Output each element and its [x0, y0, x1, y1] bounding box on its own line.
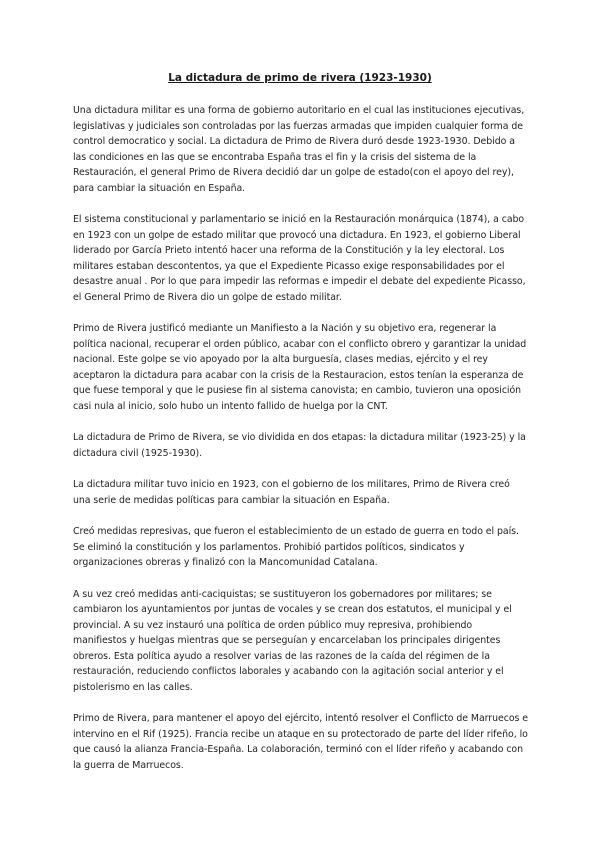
document-body: [73, 103, 528, 789]
document-title: La dictadura de primo de rivera (1923-1930): [168, 72, 432, 84]
paragraph-origins: El sistema constitucional y parlamentario se inició en la Restauración monárquica (1874), a cabo en 1923 con un golpe de estado militar que provocó una dictadura. En 1923, el gobierno Liberal liderado por García Prieto intentó hacer una reforma de la Constitución y la ley electoral. Los militares estaban descontentos, ya que el Expediente Picasso exige responsabilidades por el desastre anual . Por lo que para impedir las reformas e impedir el debate del expediente Picasso, el General Primo de Rivera dio un golpe de estado militar.: [73, 214, 526, 303]
paragraph-stages: La dictadura de Primo de Rivera, se vio dividida en dos etapas: la dictadura militar (1923-25) y la dictadura civil (1925-1930).: [73, 432, 526, 459]
paragraph-definition: Una dictadura militar es una forma de gobierno autoritario en el cual las instituciones ejecutivas, legislativas y judiciales son controladas por las fuerzas armadas que impiden cualquier forma de control democratico y social. La dictadura de Primo de Rivera duró desde 1923-1930. Debido a las condiciones en las que se encontraba España tras el fin y la crisis del sistema de la Restauración, el general Primo de Rivera decidió dar un golpe de estado(con el apoyo del rey), para cambiar la situación en España.: [73, 105, 525, 194]
paragraph-repressive-measures: Creó medidas represivas, que fueron el establecimiento de un estado de guerra en todo el país. Se eliminó la constitución y los parlamentos. Prohibió partidos políticos, sindicatos y organizaciones obreras y finalizó con la Mancomunidad Catalana.: [73, 526, 519, 568]
paragraph-justification: Primo de Rivera justificó mediante un Manifiesto a la Nación y su objetivo era, regenerar la política nacional, recuperar el orden público, acabar con el conflicto obrero y garantizar la unidad nacional. Este golpe se vio apoyado por la alta burguesía, clases medias, ejército y el rey aceptaron la dictadura para acabar con la crisis de la Restauracion, estos tenían la esperanza de que fuese temporal y que le pusiese fin al sistema canovista; en cambio, tuvieron una oposición casi nula al inicio, solo hubo un intento fallido de huelga por la CNT.: [73, 323, 527, 412]
paragraph-military-dictatorship: La dictadura militar tuvo inicio en 1923, con el gobierno de los militares, Primo de Rivera creó una serie de medidas políticas para cambiar la situación en España.: [73, 479, 510, 506]
paragraph-morocco: Primo de Rivera, para mantener el apoyo del ejército, intentó resolver el Conflicto de Marruecos e intervino en el Rif (1925). Francia recibe un ataque en su protectorado de parte del líder rifeño, lo que causó la alianza Francia-España. La colaboración, terminó con el líder rifeño y acabando con la guerra de Marruecos.: [73, 713, 528, 771]
paragraph-anti-caciquismo: A su vez creó medidas anti-caciquistas; se sustituyeron los gobernadores por militares; se cambiaron los ayuntamientos por juntas de vocales y se crean dos estatutos, el municipal y el provincial. A su vez instauró una política de orden público muy represiva, prohibiendo manifiestos y huelgas mientras que se perseguían y encarcelaban los principales dirigentes obreros. Esta política ayudo a resolver varias de las razones de la caída del régimen de la restauración, reduciendo conflictos laborales y acabando con la agitación social anterior y el pistolerismo en las calles.: [73, 588, 512, 693]
